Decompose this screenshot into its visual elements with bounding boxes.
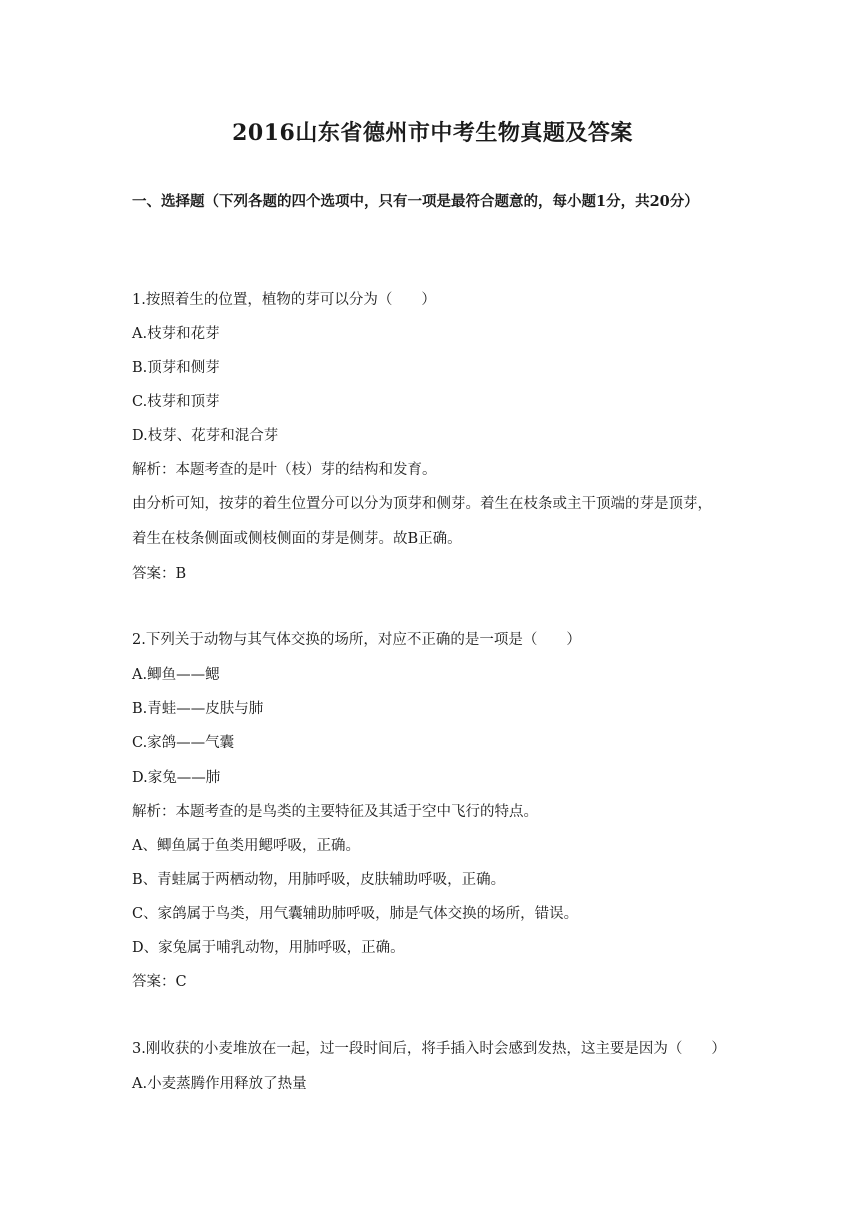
section-heading: 一、选择题（下列各题的四个选项中，只有一项是最符合题意的，每小题1分，共20分） — [132, 193, 699, 210]
option-a: A.小麦蒸腾作用释放了热量 — [132, 1076, 307, 1092]
option-d: D.家兔——肺 — [132, 770, 221, 786]
answer-line: 答案：B — [132, 566, 187, 582]
analysis-line: 着生在枝条侧面或侧枝侧面的芽是侧芽。故B正确。 — [132, 531, 462, 547]
question-stem: 1.按照着生的位置，植物的芽可以分为（ ） — [132, 292, 436, 308]
analysis-line: C、家鸽属于鸟类，用气囊辅助肺呼吸，肺是气体交换的场所，错误。 — [132, 906, 579, 922]
answer-line: 答案：C — [132, 974, 187, 990]
analysis-line: 解析：本题考查的是鸟类的主要特征及其适于空中飞行的特点。 — [132, 804, 538, 820]
option-c: C.家鸽——气囊 — [132, 735, 235, 751]
option-a: A.枝芽和花芽 — [132, 326, 220, 342]
analysis-line: 解析：本题考查的是叶（枝）芽的结构和发育。 — [132, 462, 437, 478]
option-c: C.枝芽和顶芽 — [132, 394, 220, 410]
analysis-line: A、鲫鱼属于鱼类用鳃呼吸，正确。 — [132, 838, 360, 854]
option-b: B.顶芽和侧芽 — [132, 360, 220, 376]
analysis-line: D、家兔属于哺乳动物，用肺呼吸，正确。 — [132, 940, 405, 956]
option-a: A.鲫鱼——鳃 — [132, 667, 220, 683]
option-d: D.枝芽、花芽和混合芽 — [132, 428, 279, 444]
question-stem: 3.刚收获的小麦堆放在一起，过一段时间后，将手插入时会感到发热，这主要是因为（ ） — [132, 1041, 726, 1057]
option-b: B.青蛙——皮肤与肺 — [132, 701, 264, 717]
analysis-line: 由分析可知，按芽的着生位置分可以分为顶芽和侧芽。着生在枝条或主干顶端的芽是顶芽， — [132, 496, 712, 512]
page-title: 2016山东省德州市中考生物真题及答案 — [232, 120, 633, 146]
analysis-line: B、青蛙属于两栖动物，用肺呼吸，皮肤辅助呼吸，正确。 — [132, 872, 506, 888]
question-stem: 2.下列关于动物与其气体交换的场所，对应不正确的是一项是（ ） — [132, 632, 581, 648]
